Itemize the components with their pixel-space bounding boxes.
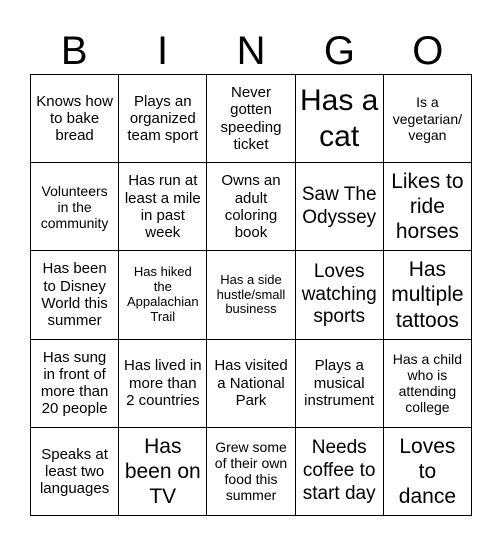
bingo-cell-r2-c5: Likes to ride horses bbox=[384, 163, 472, 251]
bingo-cell-r2-c3: Owns an adult coloring book bbox=[207, 163, 295, 251]
bingo-cell-r4-c3: Has visited a National Park bbox=[207, 340, 295, 428]
header-letter-n: N bbox=[236, 29, 266, 73]
header-letter-g: G bbox=[323, 29, 355, 73]
header-letter-o: O bbox=[412, 29, 444, 73]
bingo-cell-r4-c4: Plays a musical instrument bbox=[296, 340, 384, 428]
header-letter-b: B bbox=[60, 29, 88, 73]
bingo-cell-r1-c1: Knows how to bake bread bbox=[31, 75, 119, 163]
bingo-cell-r5-c1: Speaks at least two languages bbox=[31, 428, 119, 516]
bingo-cell-r5-c3: Grew some of their own food this summer bbox=[207, 428, 295, 516]
bingo-cell-r2-c1: Volunteers in the community bbox=[31, 163, 119, 251]
bingo-cell-r4-c5: Has a child who is attending college bbox=[384, 340, 472, 428]
bingo-cell-r3-c3: Has a side hustle/small business bbox=[207, 251, 295, 339]
bingo-cell-r2-c2: Has run at least a mile in past week bbox=[119, 163, 207, 251]
bingo-cell-r3-c5: Has multiple tattoos bbox=[384, 251, 472, 339]
bingo-cell-r4-c1: Has sung in front of more than 20 people bbox=[31, 340, 119, 428]
bingo-cell-r4-c2: Has lived in more than 2 countries bbox=[119, 340, 207, 428]
bingo-cell-r5-c5: Loves to dance bbox=[384, 428, 472, 516]
bingo-cell-r1-c5: Is a vegetarian/ vegan bbox=[384, 75, 472, 163]
bingo-cell-r3-c1: Has been to Disney World this summer bbox=[31, 251, 119, 339]
header-letter-i: I bbox=[157, 29, 169, 73]
bingo-cell-r3-c2: Has hiked the Appalachian Trail bbox=[119, 251, 207, 339]
bingo-cell-r3-c4: Loves watching sports bbox=[296, 251, 384, 339]
bingo-cell-r5-c4: Needs coffee to start day bbox=[296, 428, 384, 516]
bingo-cell-r1-c3: Never gotten speeding ticket bbox=[207, 75, 295, 163]
bingo-cell-r2-c4: Saw The Odyssey bbox=[296, 163, 384, 251]
bingo-cell-r1-c4: Has a cat bbox=[296, 75, 384, 163]
bingo-cell-r1-c2: Plays an organized team sport bbox=[119, 75, 207, 163]
bingo-grid bbox=[30, 74, 472, 516]
bingo-cell-r5-c2: Has been on TV bbox=[119, 428, 207, 516]
bingo-header bbox=[30, 28, 472, 74]
